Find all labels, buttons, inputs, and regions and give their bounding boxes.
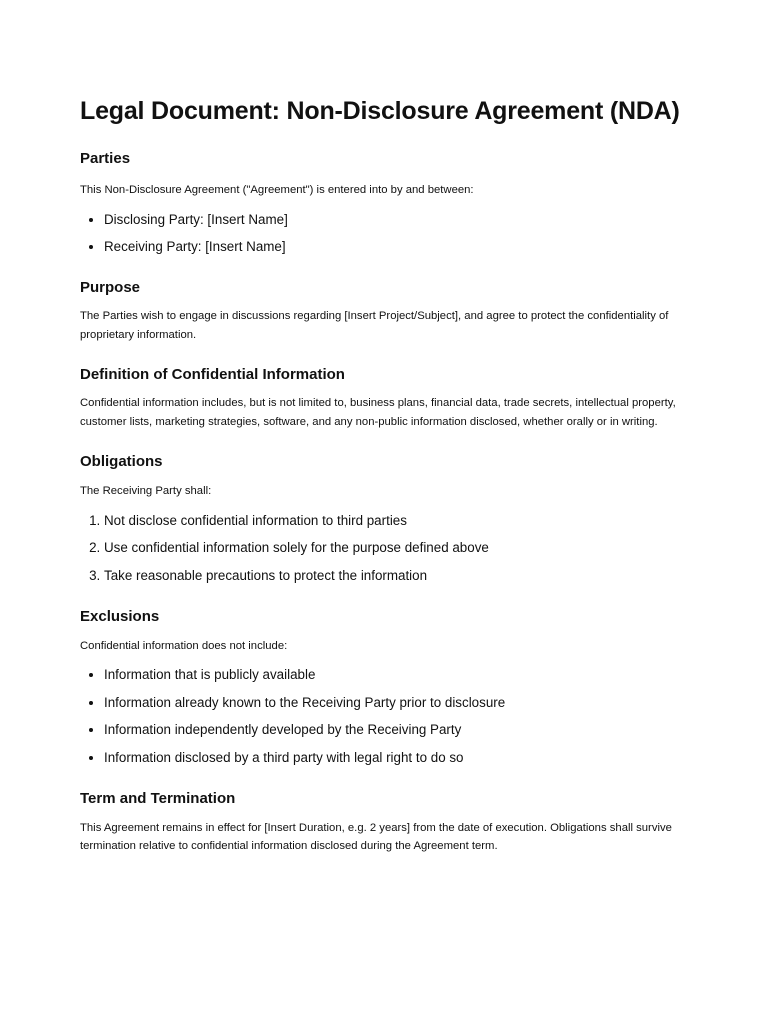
parties-list	[80, 211, 688, 257]
list-item: • Disclosing Party: [Insert Name]	[104, 211, 688, 229]
list-item: • Information already known to the Receiving Party prior to disclosure	[104, 694, 688, 712]
term-text: This Agreement remains in effect for [Insert Duration, e.g. 2 years] from the date of execution. Obligations shall survive termination relative to confidential information disclosed during the Agreement term.	[80, 821, 672, 852]
section-heading-purpose: Purpose	[80, 279, 141, 296]
list-item: • Information disclosed by a third party with legal right to do so	[104, 749, 688, 767]
obligations-list	[80, 512, 688, 585]
exclusions-list	[80, 666, 688, 767]
section-heading-obligations: Obligations	[80, 453, 163, 470]
section-heading-definition: Definition of Confidential Information	[80, 366, 345, 383]
exclusions-intro: Confidential information does not include:	[80, 639, 288, 652]
section-purpose	[80, 278, 688, 344]
list-item: 1. Not disclose confidential information to third parties	[104, 512, 688, 530]
list-item: • Information that is publicly available	[104, 666, 688, 684]
list-item: 3. Take reasonable precautions to protect the information	[104, 567, 688, 585]
list-item: 2. Use confidential information solely for the purpose defined above	[104, 539, 688, 557]
document-title: Legal Document: Non-Disclosure Agreement (NDA)	[80, 97, 680, 125]
section-exclusions	[80, 607, 688, 767]
section-term	[80, 789, 688, 856]
section-obligations	[80, 452, 688, 585]
parties-intro: This Non-Disclosure Agreement ("Agreement") is entered into by and between:	[80, 184, 474, 196]
section-heading-parties: Parties	[80, 150, 131, 167]
purpose-text: The Parties wish to engage in discussions regarding [Insert Project/Subject], and agree to protect the confidentiality of proprietary information.	[80, 310, 669, 341]
section-parties	[80, 149, 688, 256]
section-definition	[80, 365, 688, 431]
list-item: • Information independently developed by the Receiving Party	[104, 721, 688, 739]
obligations-intro: The Receiving Party shall:	[80, 485, 212, 497]
definition-text: Confidential information includes, but is not limited to, business plans, financial data, trade secrets, intellectual property, customer lists, marketing strategies, software, and any non-public information disclosed, whether orally or in writing.	[80, 397, 676, 428]
section-heading-term: Term and Termination	[80, 789, 236, 807]
list-item: • Receiving Party: [Insert Name]	[104, 238, 688, 256]
section-heading-exclusions: Exclusions	[80, 607, 160, 625]
